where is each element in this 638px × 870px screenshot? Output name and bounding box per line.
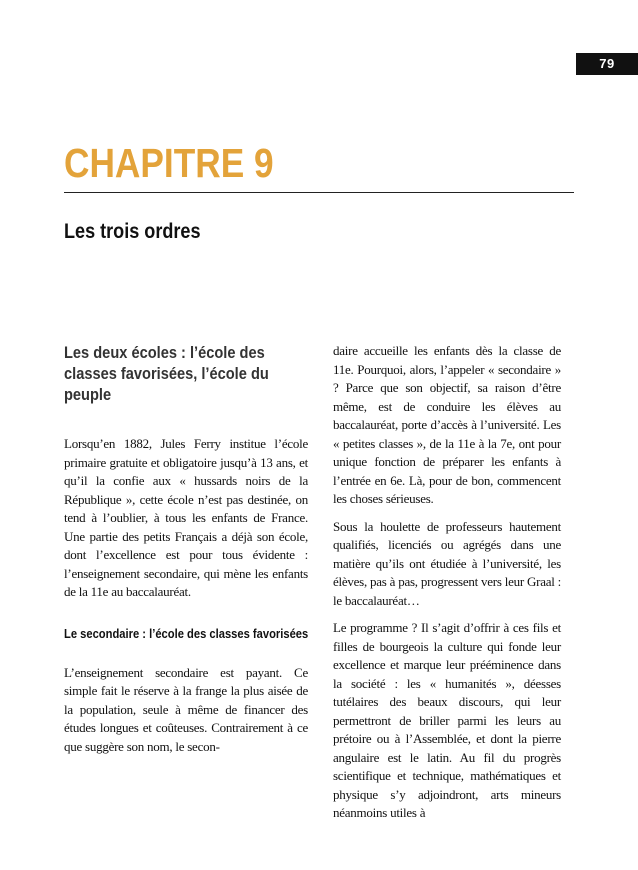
- chapter-divider: [64, 192, 574, 193]
- paragraph-professeurs: Sous la houlette de professeurs hautement qualifiés, licenciés ou agrégés dans une matière qu’ils ont étudiée à l’université, les élèves, pas à pas, progressent vers leur Graal : le baccalauréat…: [333, 518, 561, 608]
- paragraph-secondaire-payant: L’enseignement secondaire est payant. Ce simple fait le réserve à la frange la plus aisée de la population, seule à même de financer des études longues et coûteuses. Contrairement à ce que suggère son nom, le secon-: [64, 664, 308, 754]
- section-heading: Les deux écoles : l’école des classes favorisées, l’école du peuple: [64, 343, 269, 404]
- right-column: [333, 342, 561, 823]
- chapter-subtitle: Les trois ordres: [64, 220, 201, 243]
- paragraph-jules-ferry: Lorsqu’en 1882, Jules Ferry institue l’école primaire gratuite et obligatoire jusqu’à 13 ans, et qu’il la confie aux « hussards noirs de la République », cette école n’est pas destinée, on tend à l’oublier, à tous les enfants de France. Une partie des petits Français a déjà son école, dont l’excellence est pour tous évidente : l’enseignement secondaire, qui mène les enfants de la 11e au baccalauréat.: [64, 436, 308, 599]
- page-number: 79: [576, 53, 638, 75]
- paragraph-petites-classes: daire accueille les enfants dès la classe de 11e. Pourquoi, alors, l’appeler « secondaire » ? Parce que son objectif, sa raison d’être même, est de conduire les élèves au baccalauréat, porte d’accès à l’université. Les « petites classes », de la 11e à la 7e, ont pour unique fonction de préparer les enfants à l’entrée en 6e. Là, pour de bon, commencent les choses sérieuses.: [333, 343, 561, 506]
- subsection-heading: Le secondaire : l’école des classes favorisées: [64, 625, 309, 641]
- chapter-heading: CHAPITRE 9: [64, 140, 274, 186]
- left-column: [64, 342, 308, 756]
- paragraph-programme: Le programme ? Il s’agit d’offrir à ces fils et filles de bourgeois la culture qui fonde leur excellence et marque leur prééminence dans la société : les « humanités », déesses tutélaires des beaux discours, qui leur permettront de briller parmi les leurs au prétoire ou à l’Assemblée, et dont la pierre angulaire est le latin. Au fil du progrès scientifique et technique, mathématiques et physique s’y adjoindront, arts mineurs néanmoins utiles à: [333, 620, 561, 820]
